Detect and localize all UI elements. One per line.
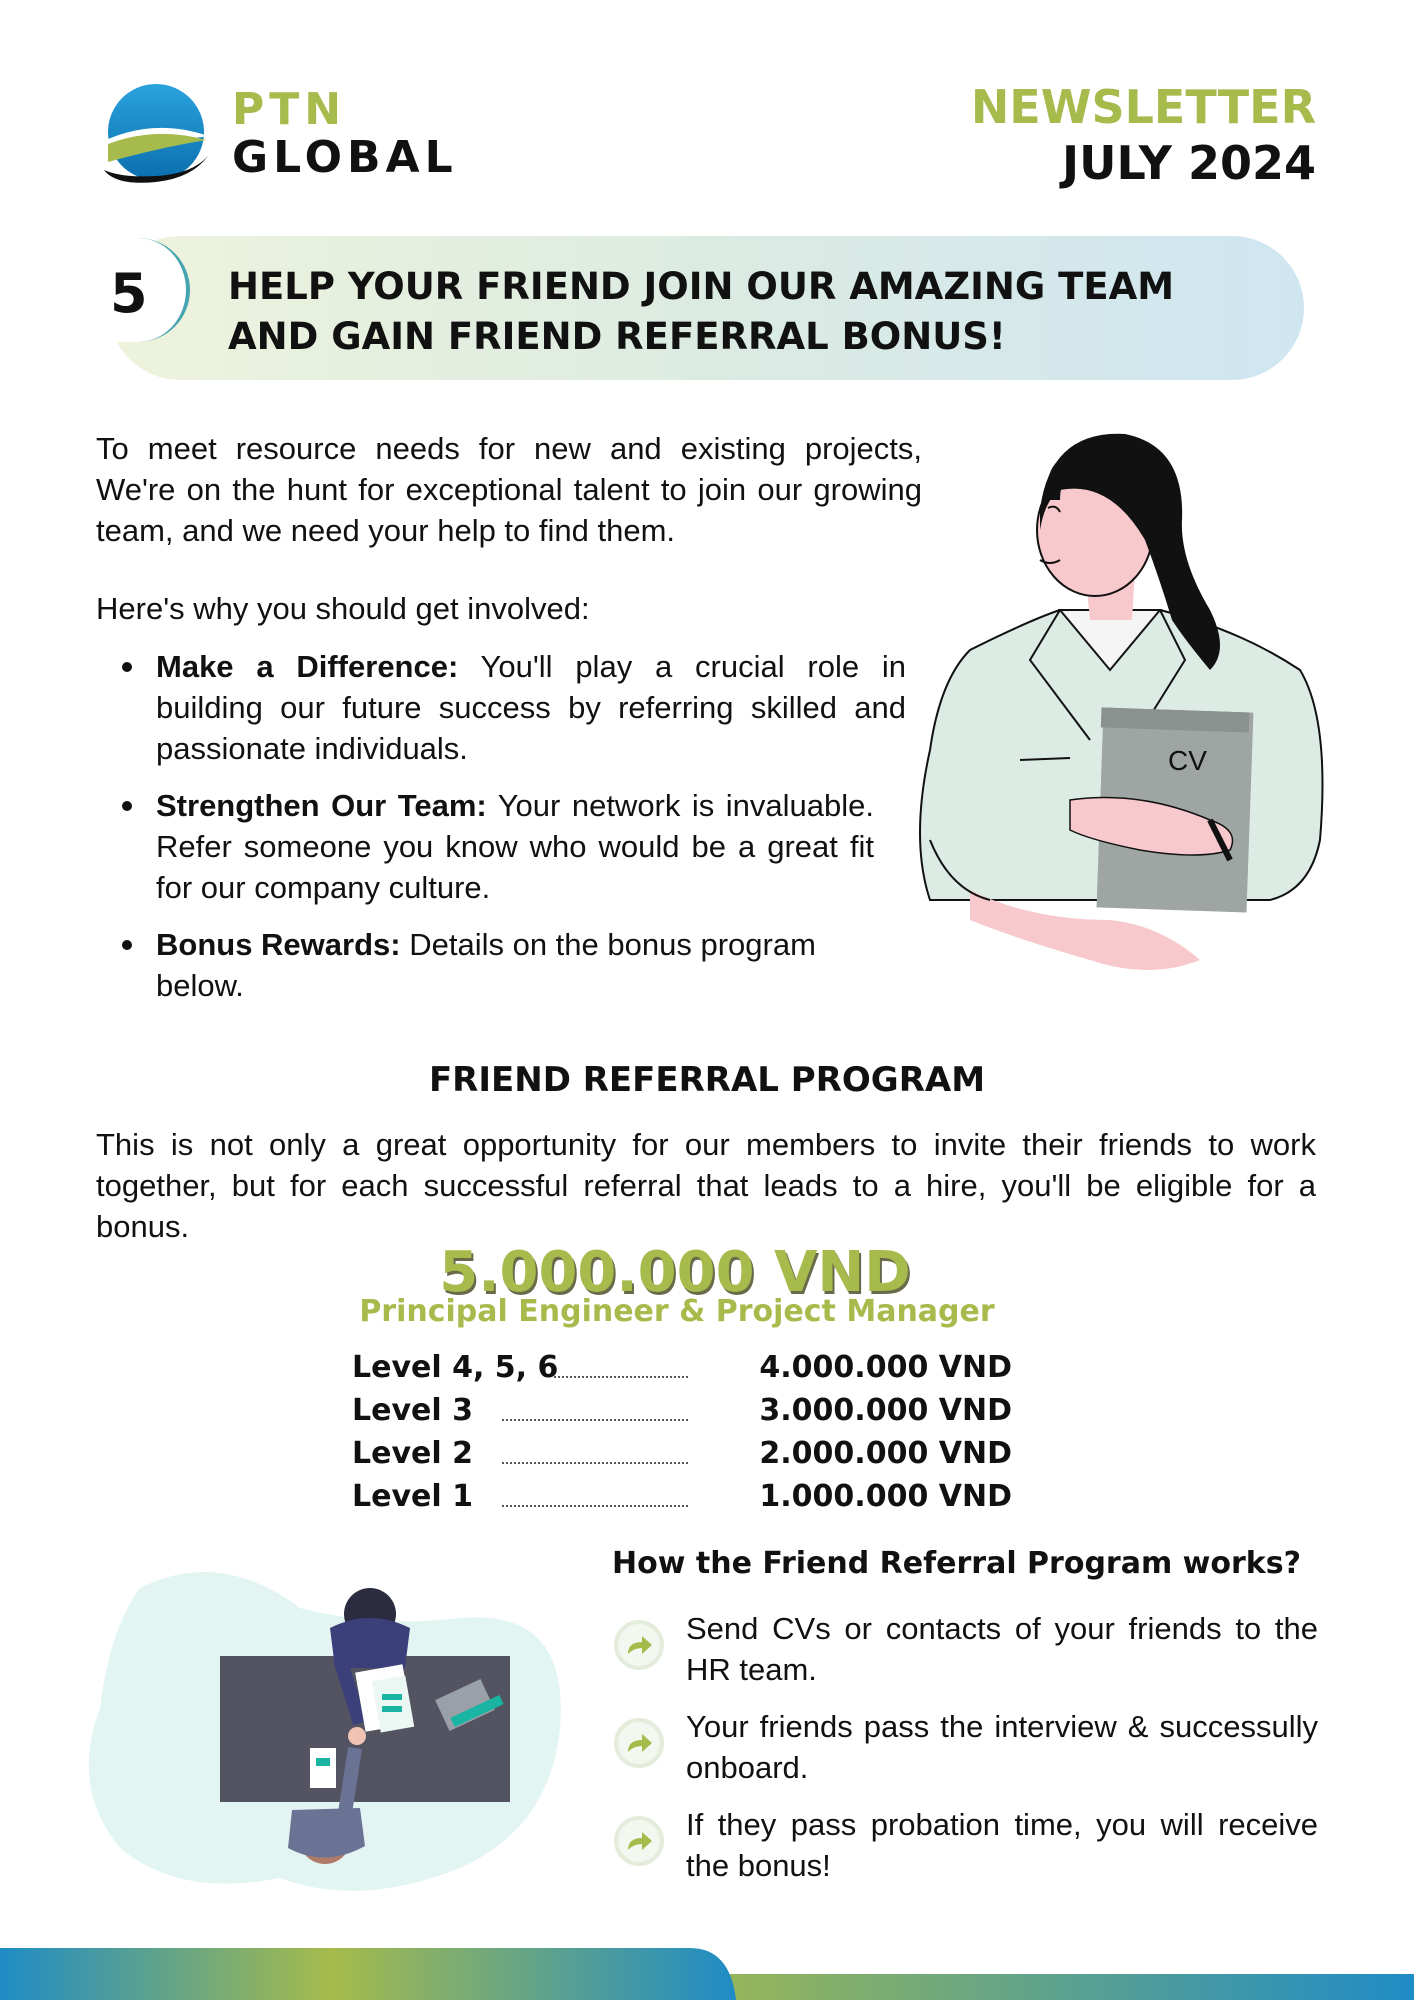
handshake-desk-illustration xyxy=(80,1548,580,1908)
reason-title: Make a Difference: xyxy=(156,649,459,684)
bullet-dot xyxy=(122,662,132,672)
step-item xyxy=(612,1706,1318,1796)
dotted-leader xyxy=(502,1505,688,1507)
brand-name-ptn: PTN xyxy=(232,84,347,135)
level-name: Level 3 xyxy=(352,1393,473,1428)
arrow-turn-right-icon xyxy=(612,1618,666,1672)
brand-name-global: GLOBAL xyxy=(232,132,458,183)
reason-text: Your network is invaluable. Refer someone you know who would be a great fit for our company culture. xyxy=(156,788,874,905)
ptn-global-logo xyxy=(96,78,216,198)
reason-item xyxy=(96,785,874,908)
dotted-leader xyxy=(502,1419,688,1421)
intro-lead-in: Here's why you should get involved: xyxy=(96,591,590,626)
reason-item xyxy=(96,646,906,769)
level-amount: 4.000.000 VND xyxy=(759,1350,1012,1385)
top-bonus-role: Principal Engineer & Project Manager xyxy=(359,1294,995,1329)
reason-title: Strengthen Our Team: xyxy=(156,788,487,823)
bonus-level-row xyxy=(352,1436,1012,1476)
step-item xyxy=(612,1608,1318,1698)
dotted-leader xyxy=(554,1376,688,1378)
top-bonus-amount: 5.000.000 VND xyxy=(439,1240,911,1305)
level-name: Level 2 xyxy=(352,1436,473,1471)
program-description: This is not only a great opportunity for our members to invite their friends to work together, but for each successful referral that leads to a hire, you'll be eligible for a bonus. xyxy=(96,1127,1316,1244)
bonus-level-row xyxy=(352,1479,1012,1519)
level-name: Level 4, 5, 6 xyxy=(352,1350,559,1385)
bonus-level-row xyxy=(352,1350,1012,1390)
level-amount: 3.000.000 VND xyxy=(759,1393,1012,1428)
how-it-works-title: How the Friend Referral Program works? xyxy=(612,1546,1301,1581)
level-amount: 1.000.000 VND xyxy=(759,1479,1012,1514)
step-text: Your friends pass the interview & successully onboard. xyxy=(686,1709,1318,1785)
dotted-leader xyxy=(502,1462,688,1464)
bullet-dot xyxy=(122,801,132,811)
step-text: If they pass probation time, you will receive the bonus! xyxy=(686,1807,1318,1883)
section-number: 5 xyxy=(110,262,148,325)
woman-holding-cv-illustration xyxy=(910,420,1340,1040)
bonus-level-row xyxy=(352,1393,1012,1433)
step-item xyxy=(612,1804,1318,1894)
intro-paragraph: To meet resource needs for new and existing projects, We're on the hunt for exceptional talent to join our growing team, and we need your help to find them. xyxy=(96,431,922,548)
section-title: HELP YOUR FRIEND JOIN OUR AMAZING TEAM AND GAIN FRIEND REFERRAL BONUS! xyxy=(228,265,1175,358)
step-text: Send CVs or contacts of your friends to the HR team. xyxy=(686,1611,1318,1687)
level-amount: 2.000.000 VND xyxy=(759,1436,1012,1471)
newsletter-label: NEWSLETTER xyxy=(970,80,1316,134)
arrow-turn-right-icon xyxy=(612,1716,666,1770)
reason-item xyxy=(96,924,874,1006)
arrow-turn-right-icon xyxy=(612,1814,666,1868)
level-name: Level 1 xyxy=(352,1479,473,1514)
cv-folder-label: CV xyxy=(1168,745,1207,776)
reasons-list xyxy=(96,646,906,1022)
reason-text: You'll play a crucial role in building our future success by referring skilled and passionate individuals. xyxy=(156,649,906,766)
newsletter-date: JULY 2024 xyxy=(1062,136,1316,190)
footer-gradient-band xyxy=(0,1948,1414,2000)
reason-title: Bonus Rewards: xyxy=(156,927,401,962)
reason-text: Details on the bonus program below. xyxy=(156,927,816,1003)
program-title: FRIEND REFERRAL PROGRAM xyxy=(428,1060,986,1100)
bullet-dot xyxy=(122,940,132,950)
